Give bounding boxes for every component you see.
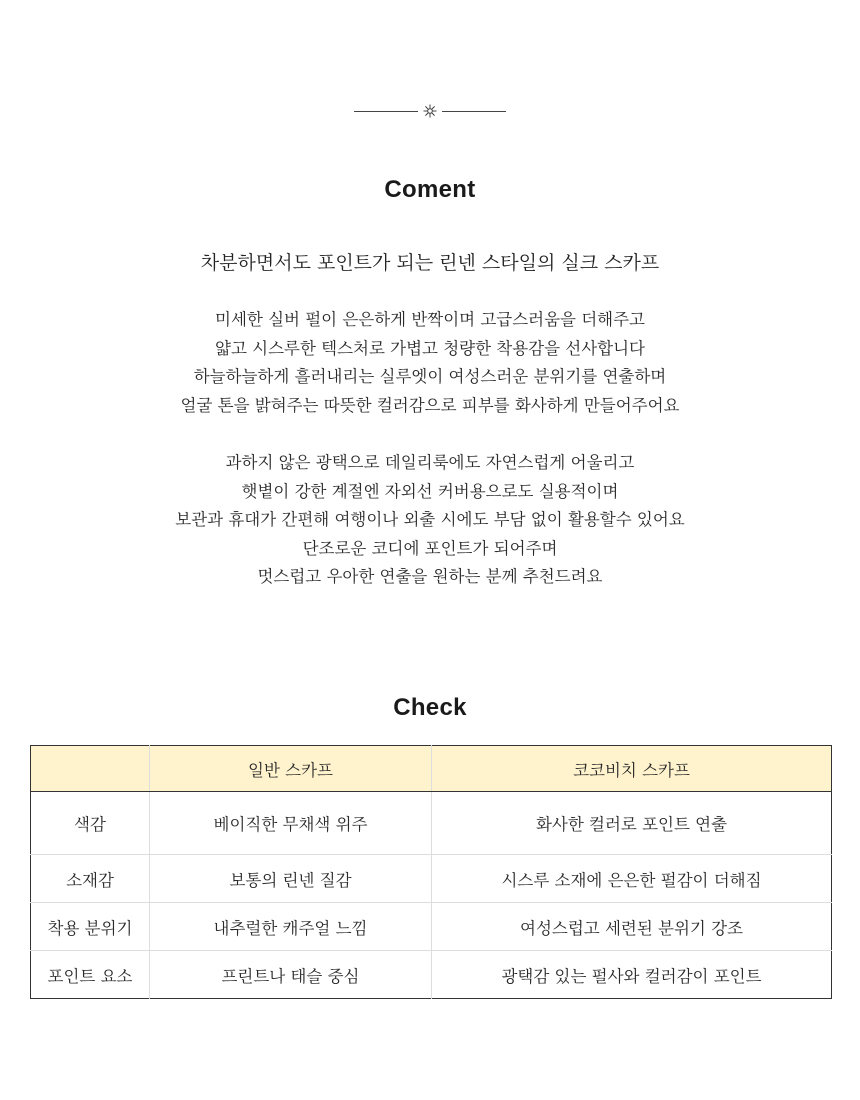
regular-value: 베이직한 무채색 위주 xyxy=(150,792,432,855)
paragraph-line: 과하지 않은 광택으로 데일리룩에도 자연스럽게 어울리고 xyxy=(225,453,635,472)
divider-line-right xyxy=(442,111,506,112)
regular-value: 내추럴한 캐주얼 느낌 xyxy=(150,903,432,951)
row-label: 착용 분위기 xyxy=(47,918,133,938)
paragraph-line: 단조로운 코디에 포인트가 되어주며 xyxy=(302,538,558,558)
paragraph-line: 햇볕이 강한 계절엔 자외선 커버용으로도 실용적이며 xyxy=(241,481,619,501)
table-row xyxy=(31,855,832,903)
row-label: 색감 xyxy=(74,815,106,834)
header-cell-regular-scarf: 일반 스카프 xyxy=(150,746,432,792)
cocobeach-value: 여성스럽고 세련된 분위기 강조 xyxy=(432,903,832,951)
header-cell-blank xyxy=(31,746,150,792)
coment-paragraph-2 xyxy=(0,449,860,592)
divider-line-left xyxy=(354,111,418,112)
table-row xyxy=(31,951,832,999)
paragraph-line: 멋스럽고 우아한 연출을 원하는 분께 추천드려요 xyxy=(257,567,603,587)
coment-paragraph-1 xyxy=(0,306,860,420)
cocobeach-value: 화사한 컬러로 포인트 연출 xyxy=(432,792,832,855)
coment-lead-text: 차분하면서도 포인트가 되는 린넨 스타일의 실크 스카프 xyxy=(200,252,660,274)
paragraph-line: 얇고 시스루한 텍스처로 가볍고 청량한 착용감을 선사합니다 xyxy=(215,338,645,358)
star-ornament-icon xyxy=(423,104,437,118)
section-divider xyxy=(0,104,860,118)
cocobeach-value: 시스루 소재에 은은한 펄감이 더해짐 xyxy=(432,855,832,903)
table-row xyxy=(31,903,832,951)
check-heading: Check xyxy=(393,694,467,721)
paragraph-line: 보관과 휴대가 간편해 여행이나 외출 시에도 부담 없이 활용할수 있어요 xyxy=(175,510,685,530)
paragraph-line: 하늘하늘하게 흘러내리는 실루엣이 여성스러운 분위기를 연출하며 xyxy=(193,367,667,387)
coment-heading: Coment xyxy=(384,176,476,203)
header-cell-cocobeach-scarf: 코코비치 스카프 xyxy=(432,746,832,792)
comparison-table xyxy=(30,745,832,999)
row-label: 포인트 요소 xyxy=(47,966,133,986)
paragraph-line: 미세한 실버 펄이 은은하게 반짝이며 고급스러움을 더해주고 xyxy=(215,310,645,329)
table-row xyxy=(31,792,832,855)
paragraph-line: 얼굴 톤을 밝혀주는 따뜻한 컬러감으로 피부를 화사하게 만들어주어요 xyxy=(180,395,680,415)
row-label: 소재감 xyxy=(66,870,114,890)
cocobeach-value: 광택감 있는 펄사와 컬러감이 포인트 xyxy=(432,951,832,999)
regular-value: 보통의 린넨 질감 xyxy=(150,855,432,903)
table-header-row xyxy=(31,746,832,792)
regular-value: 프린트나 태슬 중심 xyxy=(150,951,432,999)
